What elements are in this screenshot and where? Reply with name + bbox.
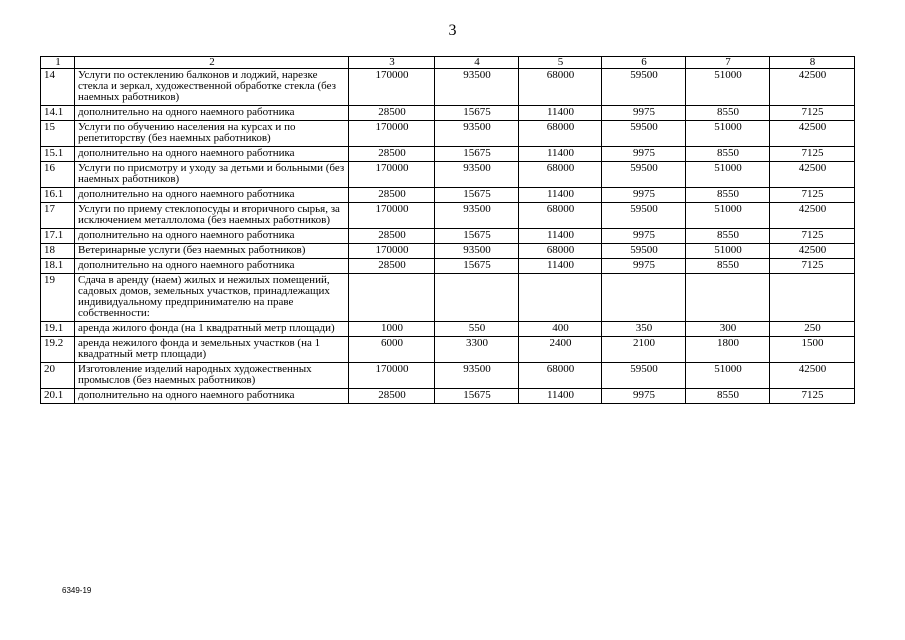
rate-value: 93500 <box>435 162 519 188</box>
rate-value: 6000 <box>349 337 435 363</box>
table-row <box>41 162 855 188</box>
rate-value: 68000 <box>519 121 602 147</box>
rate-value: 93500 <box>435 363 519 389</box>
row-number: 15 <box>41 121 75 147</box>
rate-value <box>686 274 770 322</box>
table-row <box>41 106 855 121</box>
rate-value: 9975 <box>602 389 686 404</box>
rate-value: 8550 <box>686 389 770 404</box>
row-number: 18 <box>41 244 75 259</box>
row-description: Услуги по приему стеклопосуды и вторичного сырья, за исключением металлолома (без наемных работников) <box>75 203 349 229</box>
rate-value: 8550 <box>686 229 770 244</box>
column-header: 1 <box>41 57 75 69</box>
rate-value: 7125 <box>770 389 855 404</box>
row-number: 20.1 <box>41 389 75 404</box>
rate-value: 42500 <box>770 244 855 259</box>
rate-value: 2100 <box>602 337 686 363</box>
rate-value: 9975 <box>602 188 686 203</box>
row-number: 14.1 <box>41 106 75 121</box>
rate-value: 250 <box>770 322 855 337</box>
rate-value: 11400 <box>519 106 602 121</box>
table-row <box>41 69 855 106</box>
row-number: 16.1 <box>41 188 75 203</box>
row-number: 14 <box>41 69 75 106</box>
rate-value: 1500 <box>770 337 855 363</box>
rate-value: 11400 <box>519 147 602 162</box>
rate-value: 7125 <box>770 188 855 203</box>
rate-value: 9975 <box>602 229 686 244</box>
row-number: 17 <box>41 203 75 229</box>
rate-value: 51000 <box>686 162 770 188</box>
rate-value: 7125 <box>770 147 855 162</box>
rate-value: 300 <box>686 322 770 337</box>
row-description: Услуги по обучению населения на курсах и по репетиторству (без наемных работников) <box>75 121 349 147</box>
rate-value: 59500 <box>602 69 686 106</box>
rate-value: 68000 <box>519 69 602 106</box>
row-description: Услуги по остеклению балконов и лоджий, нарезке стекла и зеркал, художественной обработке стекла (без наемных работников) <box>75 69 349 106</box>
rate-value: 15675 <box>435 106 519 121</box>
row-description: дополнительно на одного наемного работника <box>75 259 349 274</box>
table-row <box>41 147 855 162</box>
column-header: 3 <box>349 57 435 69</box>
rate-value: 42500 <box>770 162 855 188</box>
rate-value: 51000 <box>686 203 770 229</box>
rate-value: 170000 <box>349 121 435 147</box>
table-row <box>41 389 855 404</box>
rate-value: 28500 <box>349 188 435 203</box>
rate-value: 170000 <box>349 244 435 259</box>
rate-value <box>435 274 519 322</box>
rate-value <box>349 274 435 322</box>
rate-value: 51000 <box>686 244 770 259</box>
rate-value: 28500 <box>349 106 435 121</box>
rate-value: 68000 <box>519 203 602 229</box>
row-number: 19 <box>41 274 75 322</box>
rate-value: 68000 <box>519 162 602 188</box>
page-number: 3 <box>448 22 457 39</box>
tax-rates-table <box>40 56 855 404</box>
rate-value: 15675 <box>435 188 519 203</box>
row-description: Изготовление изделий народных художественных промыслов (без наемных работников) <box>75 363 349 389</box>
rate-value: 7125 <box>770 106 855 121</box>
rate-value: 15675 <box>435 389 519 404</box>
rate-value: 42500 <box>770 69 855 106</box>
rate-value <box>770 274 855 322</box>
row-description: дополнительно на одного наемного работника <box>75 106 349 121</box>
rate-value <box>602 274 686 322</box>
rate-value: 11400 <box>519 389 602 404</box>
table-row <box>41 229 855 244</box>
rate-value: 8550 <box>686 259 770 274</box>
row-description: аренда жилого фонда (на 1 квадратный метр площади) <box>75 322 349 337</box>
rate-value: 170000 <box>349 203 435 229</box>
rate-value: 59500 <box>602 363 686 389</box>
rate-value: 400 <box>519 322 602 337</box>
row-description: Сдача в аренду (наем) жилых и нежилых помещений, садовых домов, земельных участков, принадлежащих индивидуальному предпринимателю на праве собственности: <box>75 274 349 322</box>
row-description: аренда нежилого фонда и земельных участков (на 1 квадратный метр площади) <box>75 337 349 363</box>
column-header: 2 <box>75 57 349 69</box>
rate-value: 170000 <box>349 363 435 389</box>
rate-value: 9975 <box>602 106 686 121</box>
table-row <box>41 337 855 363</box>
row-description: Услуги по присмотру и уходу за детьми и больными (без наемных работников) <box>75 162 349 188</box>
rate-value <box>519 274 602 322</box>
rate-value: 59500 <box>602 203 686 229</box>
rate-value: 9975 <box>602 147 686 162</box>
row-description: дополнительно на одного наемного работника <box>75 229 349 244</box>
rate-value: 28500 <box>349 229 435 244</box>
rate-value: 9975 <box>602 259 686 274</box>
rate-value: 93500 <box>435 244 519 259</box>
rate-value: 59500 <box>602 244 686 259</box>
rate-value: 51000 <box>686 69 770 106</box>
table-row <box>41 274 855 322</box>
table-row <box>41 322 855 337</box>
rate-value: 15675 <box>435 259 519 274</box>
rate-value: 93500 <box>435 69 519 106</box>
row-description: Ветеринарные услуги (без наемных работников) <box>75 244 349 259</box>
rate-value: 59500 <box>602 162 686 188</box>
rate-value: 3300 <box>435 337 519 363</box>
rate-value: 1000 <box>349 322 435 337</box>
document-code: 6349-19 <box>62 586 92 595</box>
rate-value: 7125 <box>770 259 855 274</box>
rate-value: 11400 <box>519 259 602 274</box>
rate-value: 59500 <box>602 121 686 147</box>
rate-value: 11400 <box>519 188 602 203</box>
row-number: 16 <box>41 162 75 188</box>
table-row <box>41 203 855 229</box>
rate-value: 1800 <box>686 337 770 363</box>
table-row <box>41 244 855 259</box>
row-number: 19.2 <box>41 337 75 363</box>
column-header: 8 <box>770 57 855 69</box>
rate-value: 2400 <box>519 337 602 363</box>
table-row <box>41 363 855 389</box>
row-description: дополнительно на одного наемного работника <box>75 147 349 162</box>
rate-value: 28500 <box>349 259 435 274</box>
rate-value: 28500 <box>349 389 435 404</box>
rate-value: 28500 <box>349 147 435 162</box>
column-header: 6 <box>602 57 686 69</box>
table-header-row <box>41 57 855 69</box>
rate-value: 7125 <box>770 229 855 244</box>
rate-value: 170000 <box>349 162 435 188</box>
rate-value: 8550 <box>686 188 770 203</box>
row-number: 17.1 <box>41 229 75 244</box>
column-header: 5 <box>519 57 602 69</box>
row-description: дополнительно на одного наемного работника <box>75 389 349 404</box>
rate-value: 8550 <box>686 106 770 121</box>
rate-value: 68000 <box>519 244 602 259</box>
rate-value: 93500 <box>435 121 519 147</box>
rate-value: 350 <box>602 322 686 337</box>
row-description: дополнительно на одного наемного работника <box>75 188 349 203</box>
table-row <box>41 121 855 147</box>
row-number: 20 <box>41 363 75 389</box>
rate-value: 170000 <box>349 69 435 106</box>
rate-value: 68000 <box>519 363 602 389</box>
rate-value: 15675 <box>435 229 519 244</box>
table-row <box>41 188 855 203</box>
rate-value: 51000 <box>686 363 770 389</box>
rate-value: 51000 <box>686 121 770 147</box>
row-number: 15.1 <box>41 147 75 162</box>
rate-value: 15675 <box>435 147 519 162</box>
rate-value: 93500 <box>435 203 519 229</box>
row-number: 19.1 <box>41 322 75 337</box>
rate-value: 42500 <box>770 121 855 147</box>
table-row <box>41 259 855 274</box>
rate-value: 550 <box>435 322 519 337</box>
rate-value: 11400 <box>519 229 602 244</box>
rate-value: 8550 <box>686 147 770 162</box>
column-header: 7 <box>686 57 770 69</box>
rate-value: 42500 <box>770 363 855 389</box>
rate-value: 42500 <box>770 203 855 229</box>
column-header: 4 <box>435 57 519 69</box>
row-number: 18.1 <box>41 259 75 274</box>
